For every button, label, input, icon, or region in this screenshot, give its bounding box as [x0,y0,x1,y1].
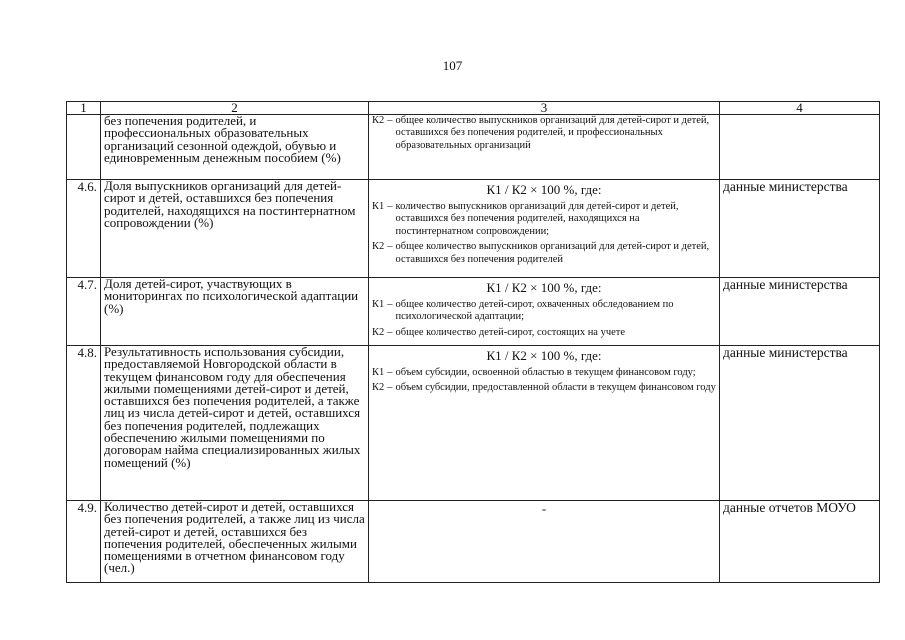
coefficient-text: общее количество выпускников организаций для детей-сирот и детей, оставшихся без попечения родителей [395,241,710,265]
row-number: 4.8. [67,346,101,501]
coefficient-key: К2 [372,382,385,394]
data-source: данные министерства [720,180,880,278]
coefficient-definition: К2 – общее количество детей-сирот, состоящих на учете [372,327,716,339]
table-row [67,278,880,346]
coefficient-text: общее количество детей-сирот, состоящих на учете [395,326,626,338]
coefficient-definition: К2 – объем субсидии, предоставленной области в текущем финансовом году [372,382,716,394]
column-header: 3 [369,102,720,115]
calculation-method [369,180,720,278]
coefficient-key: К2 [372,326,385,338]
indicator-name: Доля выпускников организаций для детей-сирот и детей, оставшихся без попечения родителей, находящихся на постинтернатном сопровождении (%) [101,180,369,278]
coefficient-definition: К2 – общее количество выпускников организаций для детей-сирот и детей, оставшихся без попечения родителей [372,241,716,266]
table-row [67,501,880,583]
data-source [720,115,880,180]
coefficient-definition: К1 – общее количество детей-сирот, охваченных обследованием по психологической адаптации; [372,299,716,324]
data-source: данные министерства [720,278,880,346]
data-source: данные министерства [720,346,880,501]
row-number: 4.9. [67,501,101,583]
row-number [67,115,101,180]
coefficient-definition: К1 – объем субсидии, освоенной областью в текущем финансовом году; [372,367,716,379]
coefficient-key: К2 [372,241,385,253]
coefficient-key: К2 [372,115,385,126]
row-number: 4.7. [67,278,101,346]
table-row [67,115,880,180]
formula: К1 / К2 × 100 %, где: [486,348,602,363]
indicator-name: Результативность использования субсидии, предоставляемой Новгородской области в текущем финансовом году для обеспечения жилыми помещениями детей-сирот и детей, оставшихся без попечения родителей, а также лиц из числа детей-сирот и детей, оставшихся без попечения родителей, подлежащих обеспечению жилыми помещениями по договорам найма специализированных жилых помещений (%) [101,346,369,501]
column-header: 2 [101,102,369,115]
formula: К1 / К2 × 100 %, где: [486,182,602,197]
column-header: 4 [720,102,880,115]
calculation-method [369,501,720,583]
page-number: 107 [442,58,463,73]
coefficient-text: объем субсидии, предоставленной области в текущем финансовом году [395,382,716,394]
calculation-method [369,346,720,501]
column-header: 1 [67,102,101,115]
coefficient-text: общее количество детей-сирот, охваченных обследованием по психологической адаптации; [395,299,674,323]
row-number: 4.6. [67,180,101,278]
coefficient-key: К1 [372,201,385,212]
coefficient-definition: К1 – количество выпускников организаций для детей-сирот и детей, оставшихся без попечения родителей, находящихся на постинтернатном сопровождении; [372,201,716,238]
table-row [67,346,880,501]
indicator-name: Доля детей-сирот, участвующих в мониторингах по психологической адаптации (%) [101,278,369,346]
coefficient-text: общее количество выпускников организаций для детей-сирот и детей, оставшихся без попечения родителей, и профессиональных образовательных организаций [395,115,710,151]
indicator-name: Количество детей-сирот и детей, оставшихся без попечения родителей, а также лиц из числа детей-сирот и детей, оставшихся без попечения родителей, обеспеченных жилыми помещениями в отчетном финансовом году (чел.) [101,501,369,583]
indicator-name: без попечения родителей, и профессиональных образовательных организаций сезонной одеждой, обувью и единовременным денежным пособием (%) [101,115,369,180]
coefficient-definition: К2 – общее количество выпускников организаций для детей-сирот и детей, оставшихся без попечения родителей, и профессиональных образовательных организаций [372,115,716,152]
indicators-table [66,101,880,583]
coefficient-key: К1 [372,299,385,310]
calculation-method [369,115,720,180]
coefficient-text: объем субсидии, освоенной областью в текущем финансовом году; [395,367,696,378]
formula: К1 / К2 × 100 %, где: [486,280,602,295]
table-row [67,180,880,278]
calculation-method [369,278,720,346]
data-source: данные отчетов МОУО [720,501,880,583]
coefficient-text: количество выпускников организаций для детей-сирот и детей, оставшихся без попечения родителей, находящихся на постинтернатном сопровождении; [395,201,679,237]
coefficient-key: К1 [372,367,385,378]
formula: - [541,501,547,516]
